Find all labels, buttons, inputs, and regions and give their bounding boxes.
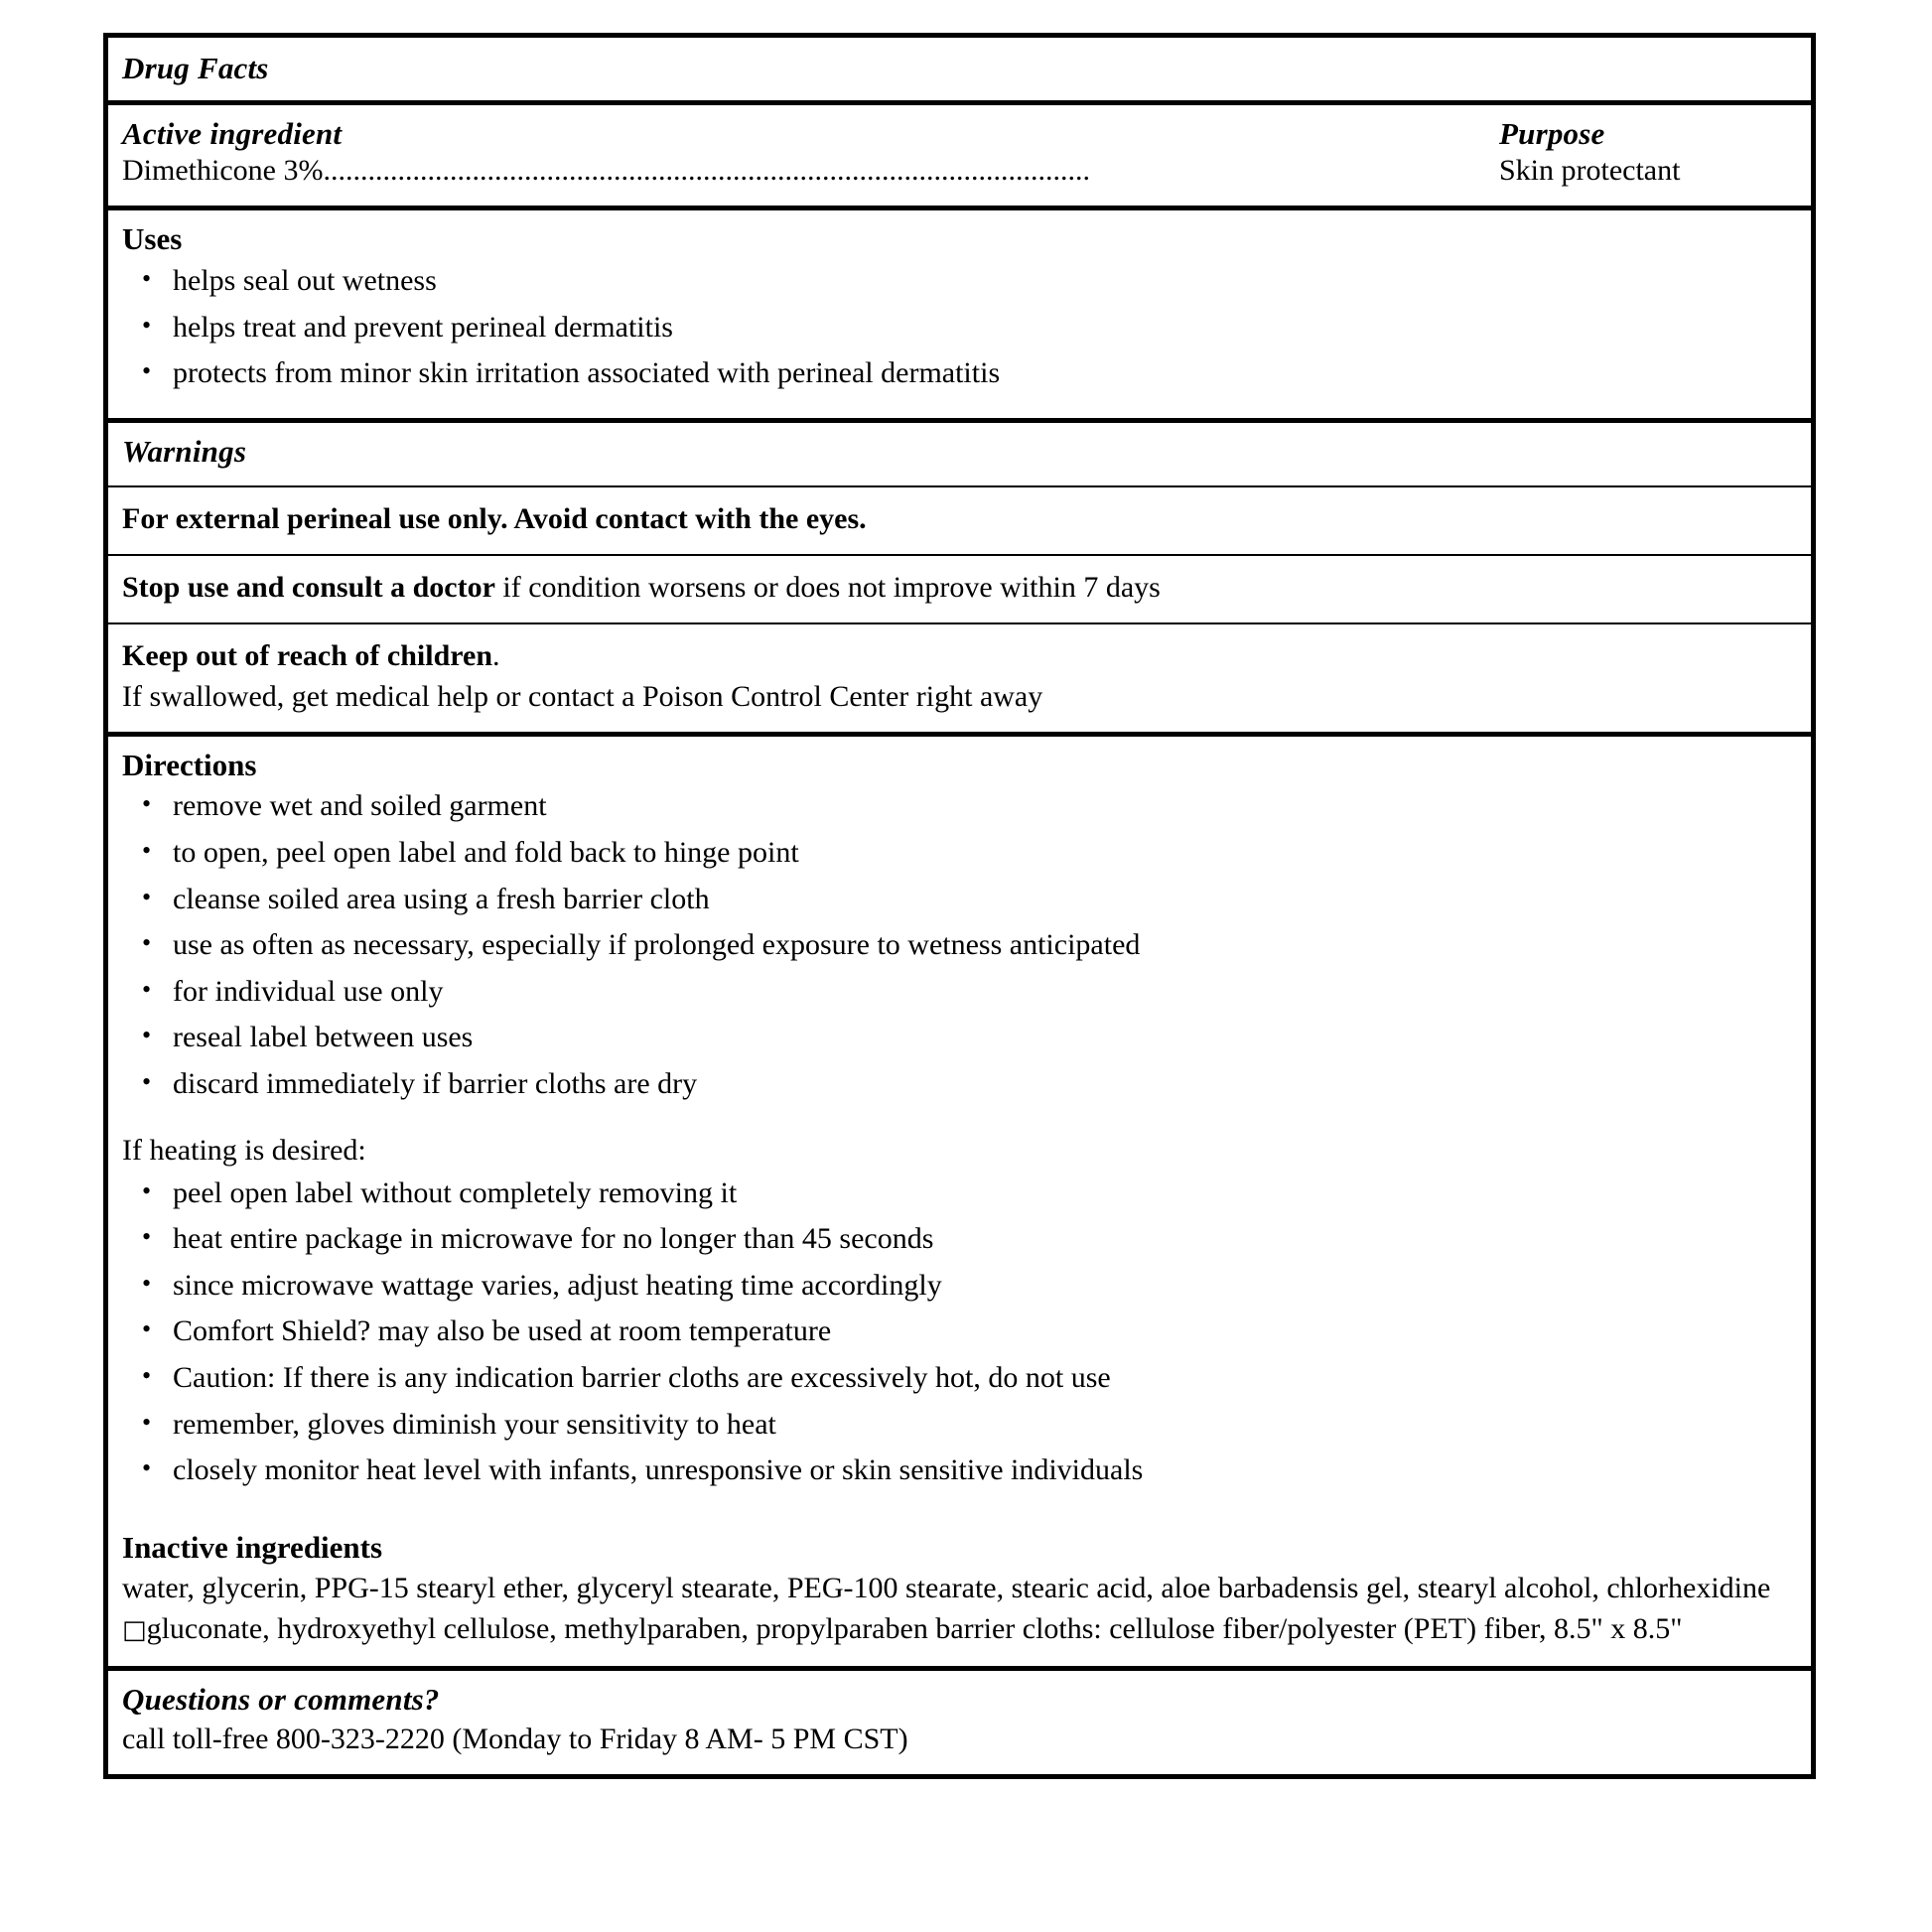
warning-stop-use-bold: Stop use and consult a doctor	[122, 570, 495, 604]
warnings-section	[108, 418, 1811, 732]
warning-stop-use-rest: if condition worsens or does not improve within 7 days	[494, 570, 1161, 604]
list-item: • Comfort Shield? may also be used at room temperature	[122, 1313, 1797, 1350]
heating-intro: If heating is desired:	[122, 1133, 366, 1167]
active-ingredient-heading: Active ingredient	[122, 115, 343, 151]
list-item: • since microwave wattage varies, adjust heating time accordingly	[122, 1268, 1797, 1305]
questions-heading: Questions or comments?	[122, 1682, 440, 1717]
warning-stop-use	[122, 568, 1797, 607]
inactive-ingredients-part1: water, glycerin, PPG-15 stearyl ether, glyceryl stearate, PEG-100 stearate, stearic acid, aloe barbadensis gel, stearyl alcohol, chlorhexidine	[122, 1572, 1771, 1605]
warning-keep-out	[122, 636, 1797, 675]
directions-section	[108, 732, 1811, 1666]
missing-glyph-icon: □	[122, 1615, 147, 1646]
purpose-value: Skin protectant	[1499, 154, 1681, 188]
heating-list	[122, 1175, 1797, 1489]
active-ingredient-section	[108, 100, 1811, 207]
warning-keep-out-bold: Keep out of reach of children	[122, 638, 493, 672]
list-item: • for individual use only	[122, 974, 1797, 1011]
inactive-ingredients-heading: Inactive ingredients	[122, 1529, 383, 1565]
uses-heading: Uses	[122, 221, 183, 257]
warning-keep-out-row	[108, 622, 1811, 732]
questions-section	[108, 1666, 1811, 1774]
questions-contact: call toll-free 800-323-2220 (Monday to Friday 8 AM- 5 PM CST)	[122, 1722, 908, 1755]
drug-facts-panel	[103, 33, 1816, 1779]
active-ingredient-value: Dimethicone 3%.......................................................................................................	[122, 154, 1090, 188]
warning-keep-out-rest: .	[492, 638, 500, 672]
list-item: • to open, peel open label and fold back to hinge point	[122, 835, 1797, 872]
purpose-heading: Purpose	[1499, 115, 1605, 151]
uses-section	[108, 206, 1811, 418]
list-item: • helps treat and prevent perineal dermatitis	[122, 310, 1797, 346]
purpose-column	[1459, 117, 1797, 191]
list-item: • heat entire package in microwave for no longer than 45 seconds	[122, 1221, 1797, 1258]
list-item: • discard immediately if barrier cloths are dry	[122, 1066, 1797, 1103]
drug-facts-title-section	[108, 38, 1811, 100]
warning-external-use-row	[108, 485, 1811, 554]
active-ingredient-column	[122, 117, 1459, 191]
uses-list	[122, 263, 1797, 392]
list-item: • peel open label without completely removing it	[122, 1175, 1797, 1212]
list-item: • closely monitor heat level with infants, unresponsive or skin sensitive individuals	[122, 1452, 1797, 1489]
inactive-ingredients-part2: gluconate, hydroxyethyl cellulose, methylparaben, propylparaben barrier cloths: cellulose fiber/polyester (PET) fiber, 8.5" x 8.5"	[146, 1612, 1683, 1646]
directions-list	[122, 788, 1797, 1102]
warning-external-use	[122, 499, 1797, 538]
list-item: • remove wet and soiled garment	[122, 788, 1797, 825]
list-item: • use as often as necessary, especially if prolonged exposure to wetness anticipated	[122, 927, 1797, 964]
warning-stop-use-row	[108, 554, 1811, 622]
inactive-ingredients-text	[122, 1569, 1797, 1650]
list-item: • protects from minor skin irritation associated with perineal dermatitis	[122, 355, 1797, 392]
list-item: • remember, gloves diminish your sensitivity to heat	[122, 1407, 1797, 1444]
warnings-heading: Warnings	[122, 433, 247, 469]
list-item: • helps seal out wetness	[122, 263, 1797, 300]
warning-keep-out-sub: If swallowed, get medical help or contact a Poison Control Center right away	[122, 679, 1043, 713]
list-item: • cleanse soiled area using a fresh barrier cloth	[122, 882, 1797, 918]
active-ingredient-row	[108, 105, 1811, 207]
directions-heading: Directions	[122, 747, 257, 782]
warning-external-use-text: For external perineal use only. Avoid contact with the eyes.	[122, 501, 867, 535]
list-item: • Caution: If there is any indication barrier cloths are excessively hot, do not use	[122, 1360, 1797, 1397]
page-title: Drug Facts	[122, 51, 269, 85]
warnings-heading-row	[108, 423, 1811, 485]
list-item: • reseal label between uses	[122, 1020, 1797, 1056]
